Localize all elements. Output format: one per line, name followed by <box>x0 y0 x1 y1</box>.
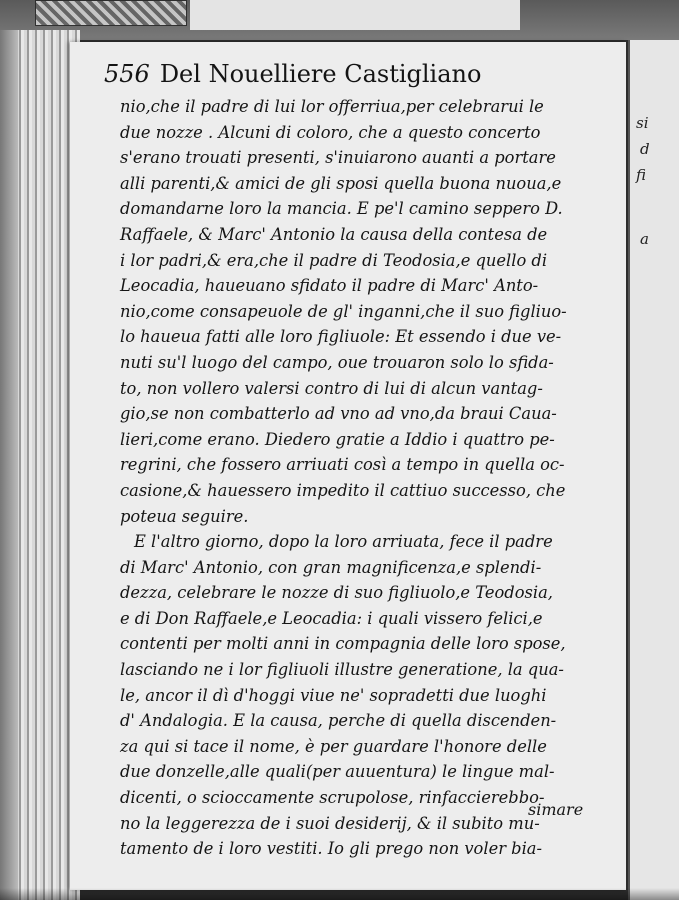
text-line: s'erano trouati presenti, s'inuiarono auanti a portare <box>120 148 556 168</box>
text-line: to, non vollero valersi contro di lui di alcun vantag- <box>120 378 543 398</box>
text-line: lasciando ne i lor figliuoli illustre generatione, la qua- <box>120 660 564 680</box>
text-line: nio,come consapeuole de gl' inganni,che il suo figliuo- <box>120 301 567 321</box>
facing-page-fragment: fi <box>636 166 647 184</box>
facing-page-fragment: d <box>640 140 650 158</box>
text-line: poteua seguire. <box>120 506 249 526</box>
text-line: dicenti, o scioccamente scrupolose, rinfaccierebbo- <box>120 788 545 808</box>
text-line: dezza, celebrare le nozze di suo figliuolo,e Teodosia, <box>120 583 553 603</box>
text-line: gio,se non combatterlo ad vno ad vno,da braui Caua- <box>120 404 557 424</box>
text-line: di Marc' Antonio, con gran magnificenza,e splendi- <box>120 557 542 577</box>
page-number: 556 <box>104 60 150 88</box>
text-line: lo haueua fatti alle loro figliuole: Et essendo i due ve- <box>120 327 562 347</box>
text-line: no la leggerezza de i suoi desiderij, & il subito mu- <box>120 813 540 833</box>
text-line: lieri,come erano. Diedero gratie a Iddio i quattro pe- <box>120 429 555 449</box>
text-line: nio,che il padre di lui lor offerriua,per celebrarui le <box>120 97 544 116</box>
facing-page-fragment: a <box>640 230 649 248</box>
text-line: tamento de i loro vestiti. Io gli prego non voler bia- <box>120 839 543 859</box>
text-line: Raffaele, & Marc' Antonio la causa della contesa de <box>120 224 548 244</box>
facing-page <box>628 40 679 900</box>
text-line: domandarne loro la mancia. E pe'l camino seppero D. <box>120 199 563 219</box>
text-line: due nozze . Alcuni di coloro, che a questo concerto <box>120 122 541 142</box>
text-line: d' Andalogia. E la causa, perche di quella discenden- <box>120 711 557 731</box>
text-line: i lor padri,& era,che il padre di Teodosia,e quello di <box>120 250 548 270</box>
bottom-shadow <box>0 888 679 900</box>
previous-page-edge <box>190 0 520 30</box>
text-line: alli parenti,& amici de gli sposi quella buona nuoua,e <box>120 173 562 193</box>
running-header <box>104 60 481 88</box>
text-line: le, ancor il dì d'hoggi viue ne' sopradetti due luoghi <box>120 685 547 705</box>
text-line: regrini, che fossero arriuati così a tempo in quella oc- <box>120 455 565 475</box>
text-line: nuti su'l luogo del campo, oue trouaron solo lo sfida- <box>120 352 554 372</box>
text-line: contenti per molti anni in compagnia delle loro spose, <box>120 634 566 654</box>
catchword: simare <box>528 800 584 819</box>
text-line: za qui si tace il nome, è per guardare l'honore delle <box>120 736 547 756</box>
paragraph-start-line: E l'altro giorno, dopo la loro arriuata, fece il padre <box>134 532 553 552</box>
book-spine-shadow <box>0 30 18 900</box>
body-text <box>120 94 610 862</box>
text-line: Leocadia, haueuano sfidato il padre di Marc' Anto- <box>120 276 539 296</box>
text-line: e di Don Raffaele,e Leocadia: i quali vissero felici,e <box>120 608 543 628</box>
facing-page-fragment: si <box>636 114 649 132</box>
text-line: due donzelle,alle quali(per auuentura) le lingue mal- <box>120 762 555 782</box>
running-title: Del Nouelliere Castigliano <box>159 60 482 88</box>
ornament-border <box>35 0 187 26</box>
text-line: casione,& hauessero impedito il cattiuo successo, che <box>120 480 566 500</box>
